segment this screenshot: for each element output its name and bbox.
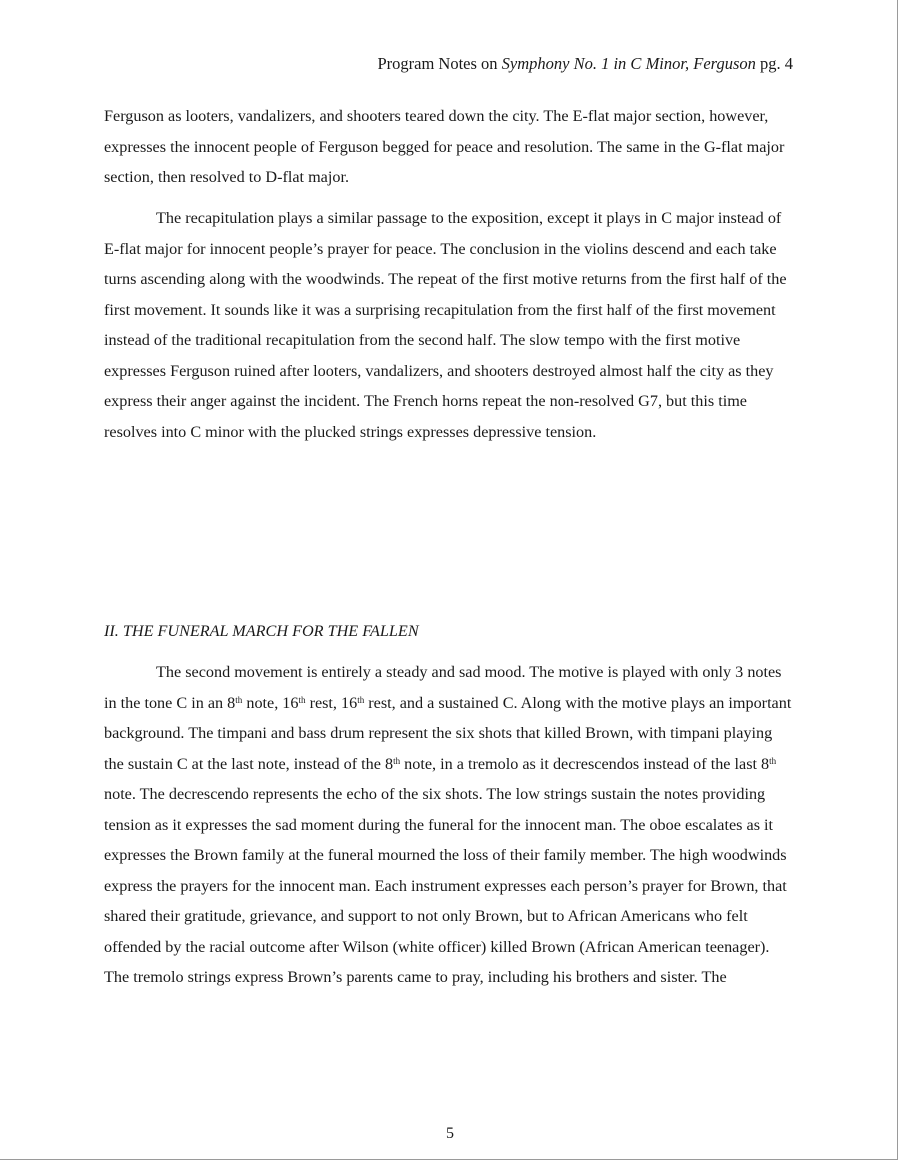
superscript: th xyxy=(235,694,243,705)
paragraph-continuation xyxy=(104,101,794,193)
paragraph-recapitulation xyxy=(104,203,794,447)
superscript: th xyxy=(769,755,777,766)
superscript: th xyxy=(393,755,401,766)
text-run: rest, and a sustained C. Along with the motive plays an important background. The timpani and bass drum represent the six shots that killed Brown, with timpani playing the sustain C at the last note, instead of the 8 xyxy=(104,693,792,773)
text-run: note, 16 xyxy=(242,693,299,712)
text-run: note, in a tremolo as it decrescendos instead of the last 8 xyxy=(400,754,770,773)
page-number: 5 xyxy=(446,1125,454,1142)
superscript: th xyxy=(298,694,306,705)
header-title: Symphony No. 1 in C Minor, Ferguson xyxy=(501,54,756,73)
running-header xyxy=(377,53,793,75)
text-run: note. The decrescendo represents the echo of the six shots. The low strings sustain the notes providing tension as it expresses the sad moment during the funeral for the innocent man. The oboe escalates as it expresses the Brown family at the funeral mourned the loss of their family member. The high woodwinds express the prayers for the innocent man. Each instrument expresses each person’s prayer for Brown, that shared their gratitude, grievance, and support to not only Brown, but to African Americans who felt offended by the racial outcome after Wilson (white officer) killed Brown (African American teenager). The tremolo strings express Brown’s parents came to pray, including his brothers and sister. The xyxy=(104,785,787,986)
superscript: th xyxy=(357,694,365,705)
section-heading: II. THE FUNERAL MARCH FOR THE FALLEN xyxy=(104,622,419,640)
text-run: rest, 16 xyxy=(305,693,358,712)
paragraph-text xyxy=(104,657,794,993)
text-run: The second movement is entirely a steady and sad mood. The motive is played with only 3 notes in the tone C in an 8 xyxy=(104,663,782,712)
header-prefix: Program Notes on xyxy=(377,54,502,73)
paragraph-text: The recapitulation plays a similar passage to the exposition, except it plays in C major instead of E-flat major for innocent people’s prayer for peace. The conclusion in the violins descend and each take turns ascending along with the woodwinds. The repeat of the first motive returns from the first half of the first movement. It sounds like it was a surprising recapitulation from the first half of the first movement instead of the traditional recapitulation from the second half. The slow tempo with the first motive expresses Ferguson ruined after looters, vandalizers, and shooters destroyed almost half the city as they express their anger against the incident. The French horns repeat the non-resolved G7, but this time resolves into C minor with the plucked strings expresses depressive tension. xyxy=(104,209,787,441)
paragraph-text: Ferguson as looters, vandalizers, and shooters teared down the city. The E-flat major section, however, expresses the innocent people of Ferguson begged for peace and resolution. The same in the G-flat major section, then resolved to D-flat major. xyxy=(104,107,785,186)
paragraph-second-movement xyxy=(104,657,794,993)
header-page-label: pg. 4 xyxy=(755,54,793,73)
